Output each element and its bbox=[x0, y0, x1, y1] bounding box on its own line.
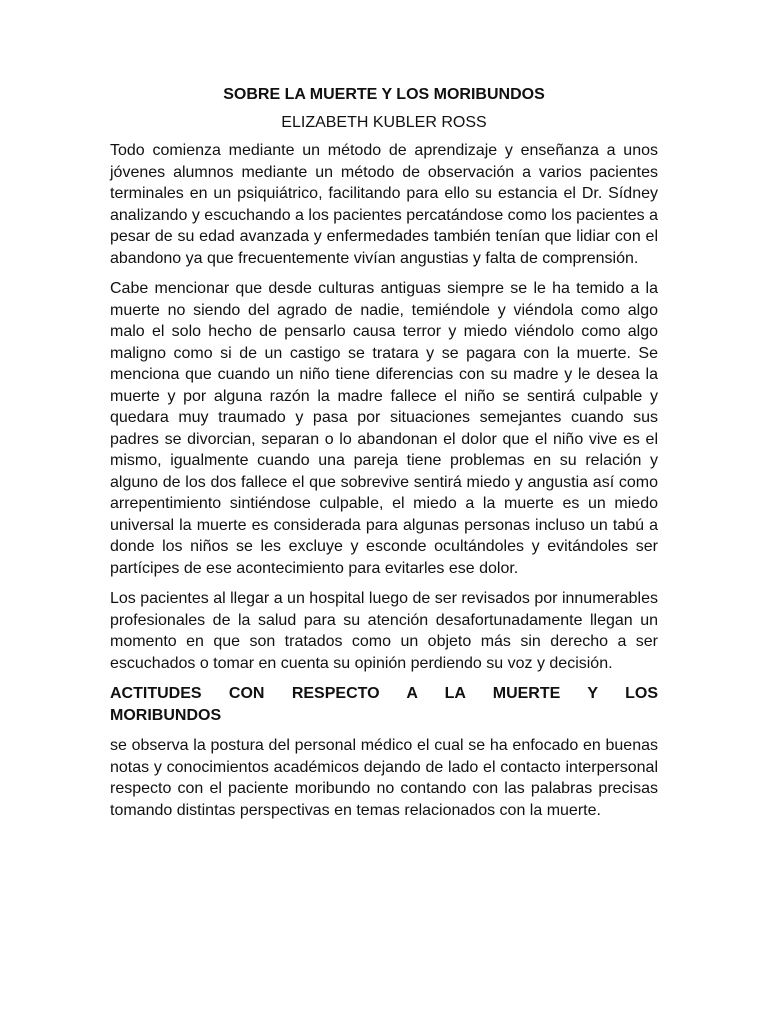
paragraph-intro: Todo comienza mediante un método de aprendizaje y enseñanza a unos jóvenes alumnos mediante un método de observación a varios pacientes terminales en un psiquiátrico, facilitando para ello su estancia el Dr. Sídney analizando y escuchando a los pacientes percatándose como los pacientes a pesar de su edad avanzada y enfermedades también tenían que lidiar con el abandono ya que frecuentemente vivían angustias y falta de comprensión. bbox=[110, 142, 658, 267]
section-heading-line2: MORIBUNDOS bbox=[110, 706, 222, 724]
paragraph-fear-of-death: Cabe mencionar que desde culturas antiguas siempre se le ha temido a la muerte no siendo del agrado de nadie, temiéndole y viéndola como algo malo el solo hecho de pensarlo causa terror y miedo viéndolo como algo maligno como si de un castigo se tratara y se pagara con la muerte. Se menciona que cuando un niño tiene diferencias con su madre y le desea la muerte y por alguna razón la madre fallece el niño se sentirá culpable y quedara muy traumado y pasa por situaciones semejantes cuando sus padres se divorcian, separan o lo abandonan el dolor que el niño vive es el mismo, igualmente cuando una pareja tiene problemas en su relación y alguno de los dos fallece el que sobrevive sentirá miedo y angustia así como arrepentimiento sintiéndose culpable, el miedo a la muerte es un miedo universal la muerte es considerada para algunas personas incluso un tabú a donde los niños se les excluye y esconde ocultándoles y evitándoles ser partícipes de ese acontecimiento para evitarles ese dolor. bbox=[110, 280, 658, 577]
section-heading bbox=[110, 683, 658, 726]
paragraph-medical-staff: se observa la postura del personal médico el cual se ha enfocado en buenas notas y conocimientos académicos dejando de lado el contacto interpersonal respecto con el paciente moribundo no contando con las palabras precisas tomando distintas perspectivas en temas relacionados con la muerte. bbox=[110, 737, 658, 819]
section-heading-line1: ACTITUDES CON RESPECTO A LA MUERTE Y LOS bbox=[110, 685, 658, 702]
document-author: ELIZABETH KUBLER ROSS bbox=[281, 114, 487, 131]
paragraph-patients-hospital: Los pacientes al llegar a un hospital luego de ser revisados por innumerables profesionales de la salud para su atención desafortunadamente llegan un momento en que son tratados como un objeto más sin derecho a ser escuchados o tomar en cuenta su opinión perdiendo su voz y decisión. bbox=[110, 590, 658, 672]
document-title: SOBRE LA MUERTE Y LOS MORIBUNDOS bbox=[223, 86, 545, 103]
document-page bbox=[110, 84, 658, 830]
